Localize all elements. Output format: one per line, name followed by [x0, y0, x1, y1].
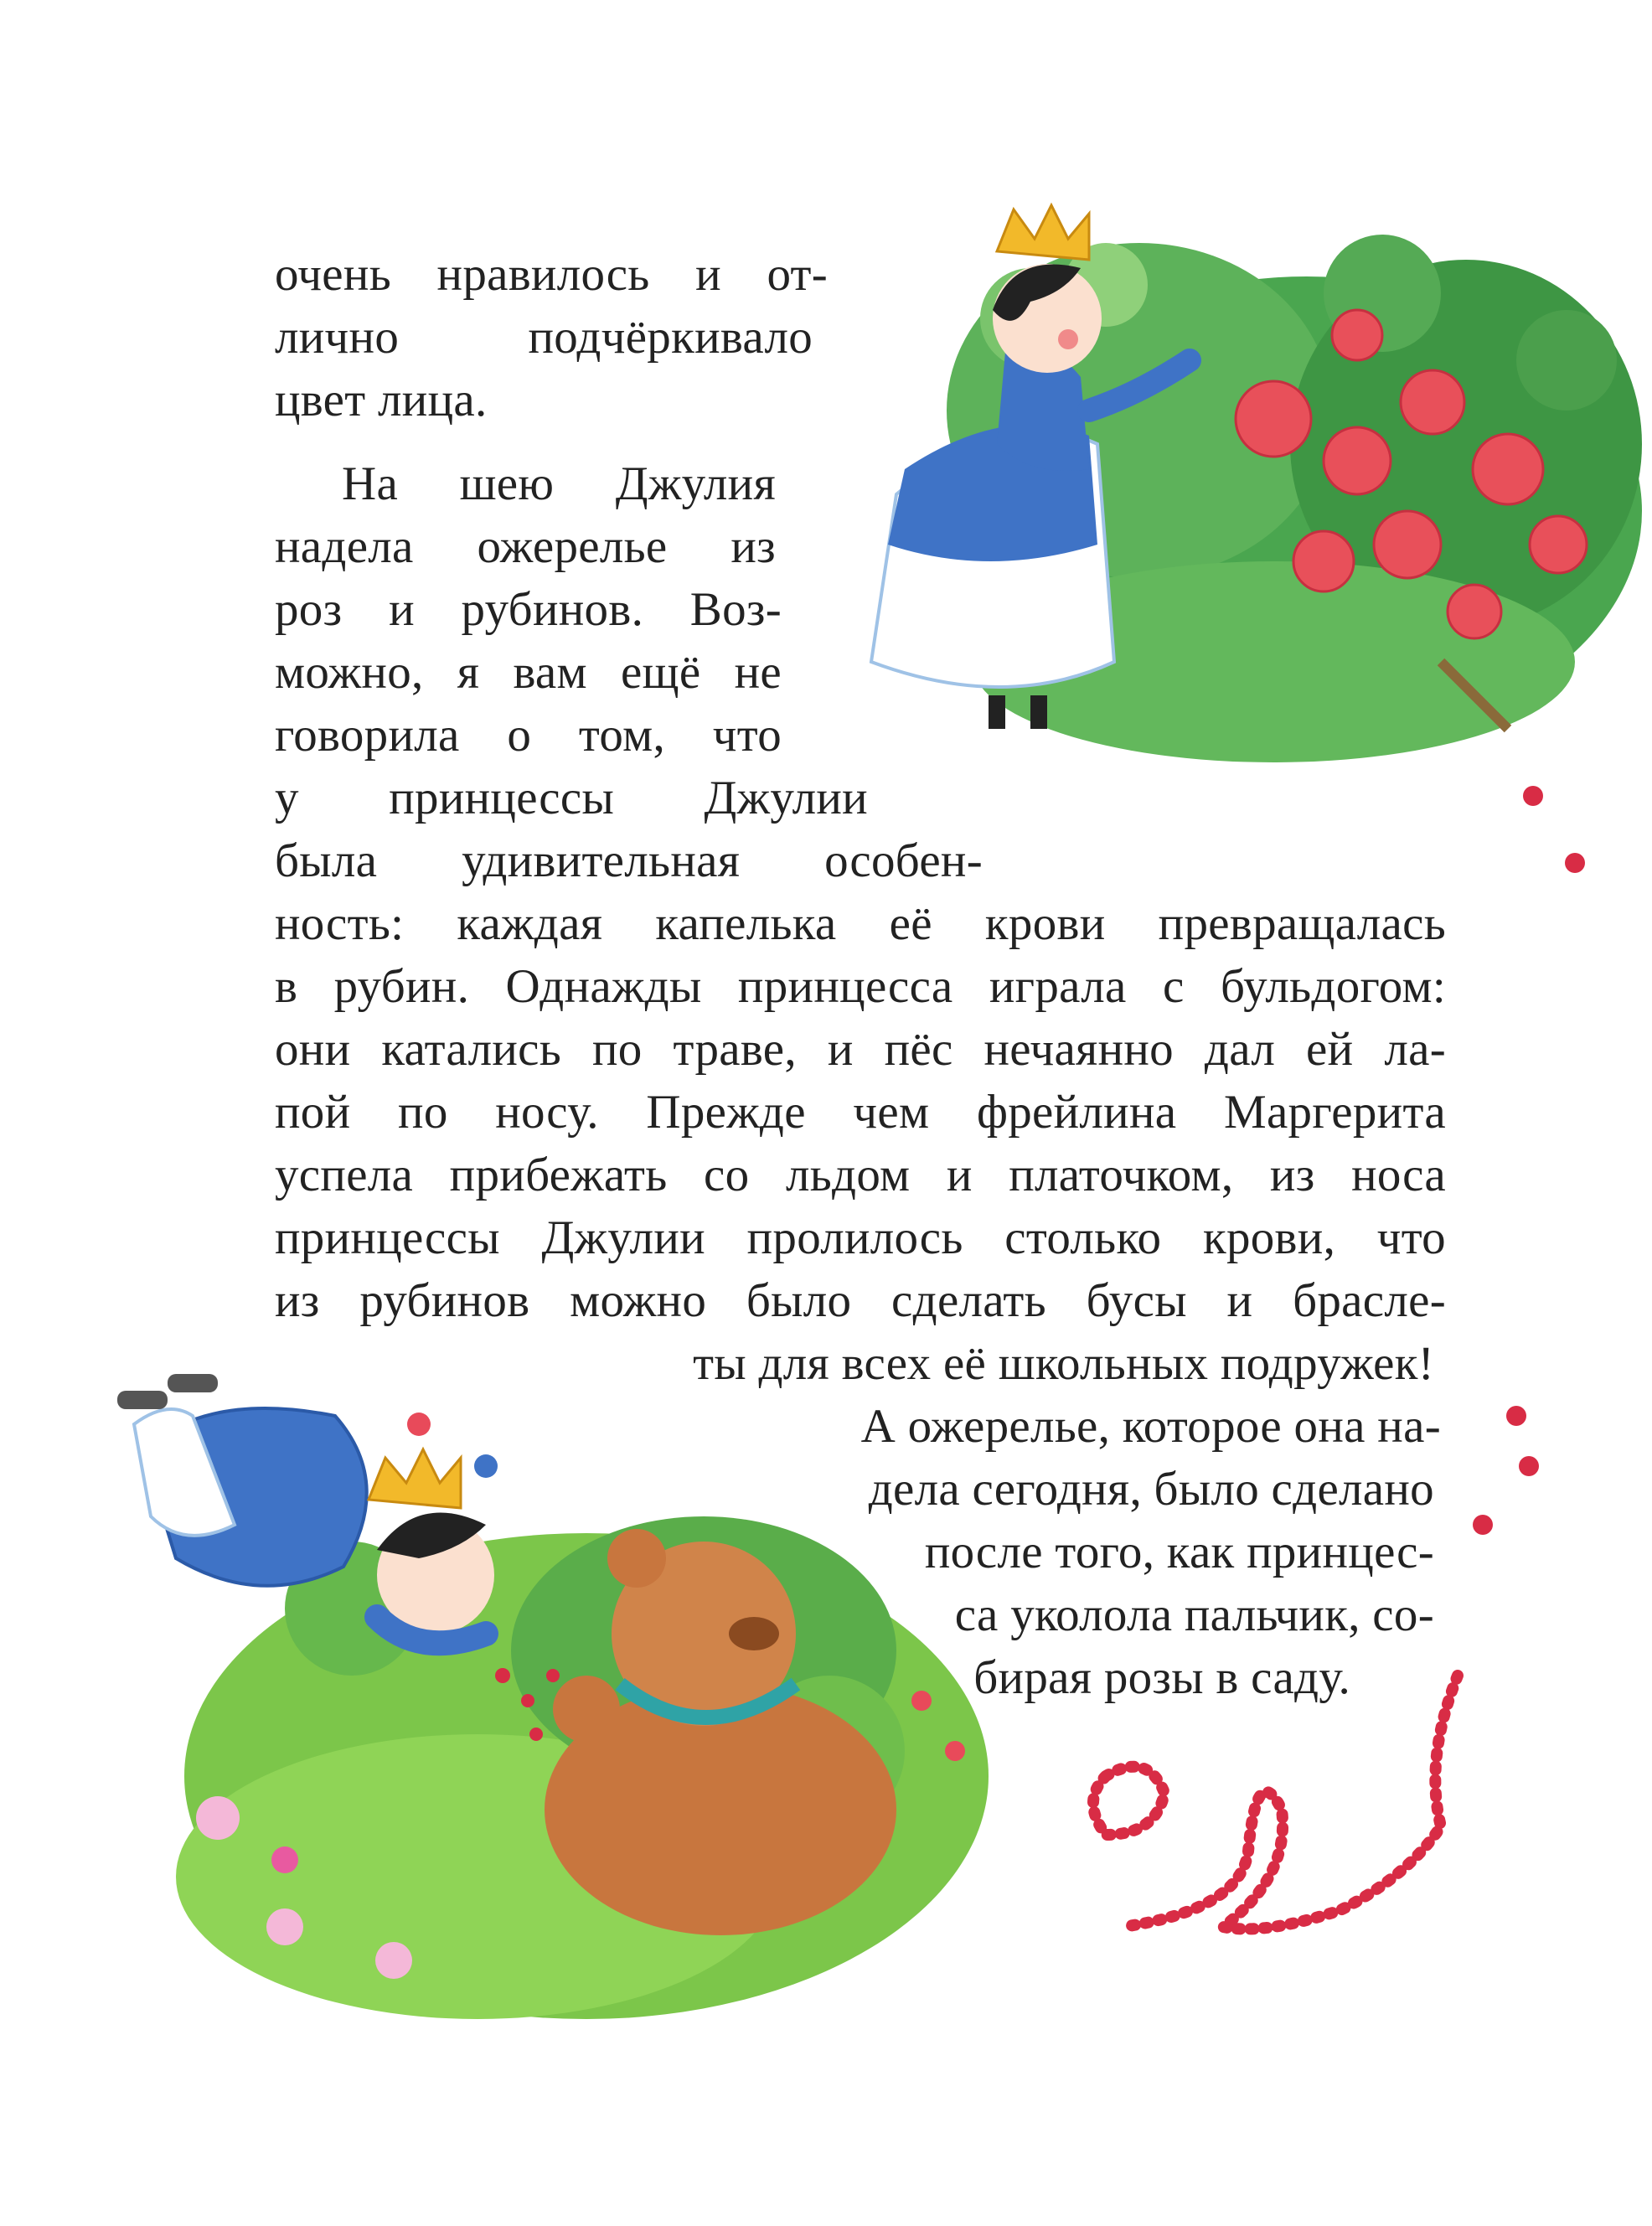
- text-line: очень нравилось и от-: [275, 248, 828, 301]
- princess-roses-illustration: [838, 193, 1642, 771]
- text-line: ность: каждая капелька её крови превращалась: [275, 897, 1446, 950]
- ruby-drops-bottom: [1458, 1399, 1558, 1567]
- text-line: лично подчёркивало: [275, 311, 813, 364]
- text-line: можно, я вам ещё не: [275, 646, 782, 699]
- text-line: в рубин. Однажды принцесса играла с бульдогом:: [275, 960, 1446, 1013]
- text-line: надела ожерелье из: [275, 520, 776, 573]
- text-line: дела сегодня, было сделано: [868, 1463, 1434, 1516]
- text-line: пой по носу. Прежде чем фрейлина Маргерита: [275, 1086, 1446, 1139]
- text-line: ты для всех её школьных подружек!: [693, 1337, 1434, 1390]
- text-line: после того, как принцес-: [924, 1526, 1434, 1578]
- text-line: принцессы Джулии пролилось столько крови, что: [275, 1211, 1446, 1264]
- text-line: А ожерелье, которое она на-: [860, 1400, 1441, 1453]
- text-line: цвет лица.: [275, 374, 488, 426]
- text-line: говорила о том, что: [275, 709, 782, 762]
- text-line: успела прибежать со льдом и платочком, из носа: [275, 1149, 1446, 1201]
- text-line: у принцессы Джулии: [275, 772, 868, 824]
- ruby-drops-top: [1508, 771, 1608, 888]
- text-line: из рубинов можно было сделать бусы и брасле-: [275, 1274, 1446, 1327]
- text-line: бирая розы в саду.: [973, 1651, 1350, 1704]
- text-line: На шею Джулия: [342, 457, 776, 510]
- text-line: са уколола пальчик, со-: [954, 1588, 1434, 1641]
- text-line: они катались по траве, и пёс нечаянно дал ей ла-: [275, 1023, 1446, 1076]
- text-line: была удивительная особен-: [275, 834, 983, 887]
- text-line: роз и рубинов. Воз-: [275, 583, 782, 636]
